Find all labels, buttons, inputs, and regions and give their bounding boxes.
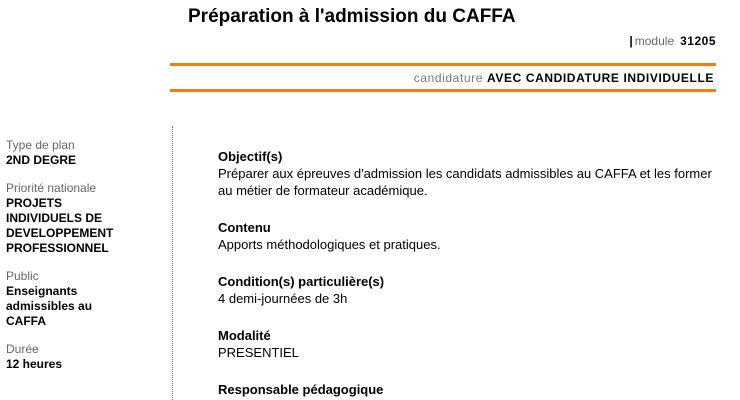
candidature-value: AVEC CANDIDATURE INDIVIDUELLE — [487, 71, 714, 85]
sidebar-item-label: Durée — [6, 342, 39, 356]
header-rule-bottom — [170, 89, 716, 92]
sidebar-item-label: Public — [6, 269, 39, 283]
section-body: Apports méthodologiques et pratiques. — [218, 237, 441, 252]
sidebar-item-priorite — [6, 181, 156, 256]
candidature-info — [414, 71, 714, 85]
section-contenu — [218, 219, 718, 253]
module-label: module — [634, 34, 675, 48]
section-modalite — [218, 327, 718, 361]
sidebar-item-value: 2ND DEGRE — [6, 153, 77, 167]
page-title: Préparation à l'admission du CAFFA — [188, 6, 516, 27]
section-body: 4 demi-journées de 3h — [218, 291, 348, 306]
module-number: 31205 — [680, 34, 716, 48]
section-objectifs — [218, 148, 718, 199]
main-content — [218, 148, 718, 400]
candidature-label: candidature — [413, 71, 484, 85]
section-title: Condition(s) particulière(s) — [218, 274, 385, 289]
module-info — [629, 34, 716, 48]
section-body: PRESENTIEL — [218, 345, 299, 360]
sidebar-item-label: Type de plan — [6, 138, 75, 152]
sidebar — [6, 138, 156, 385]
sidebar-item-public — [6, 269, 156, 329]
section-title: Objectif(s) — [218, 149, 283, 164]
sidebar-item-duree — [6, 342, 156, 372]
header-rule-top — [170, 63, 716, 66]
sidebar-item-type-plan — [6, 138, 156, 168]
module-separator: | — [629, 34, 633, 48]
sidebar-item-value: 12 heures — [6, 357, 63, 371]
column-divider — [172, 126, 173, 400]
section-title: Contenu — [218, 220, 271, 235]
section-conditions — [218, 273, 718, 307]
sidebar-item-value: Enseignants admissibles au CAFFA — [6, 284, 93, 328]
sidebar-item-label: Priorité nationale — [6, 181, 97, 195]
section-title: Modalité — [218, 328, 271, 343]
section-responsable — [218, 381, 718, 398]
sidebar-item-value: PROJETS INDIVIDUELS DE DEVELOPPEMENT PROFESSIONNEL — [6, 196, 114, 255]
section-title: Responsable pédagogique — [218, 382, 384, 397]
section-body: Préparer aux épreuves d'admission les candidats admissibles au CAFFA et les former au métier de formateur académique. — [218, 166, 712, 198]
